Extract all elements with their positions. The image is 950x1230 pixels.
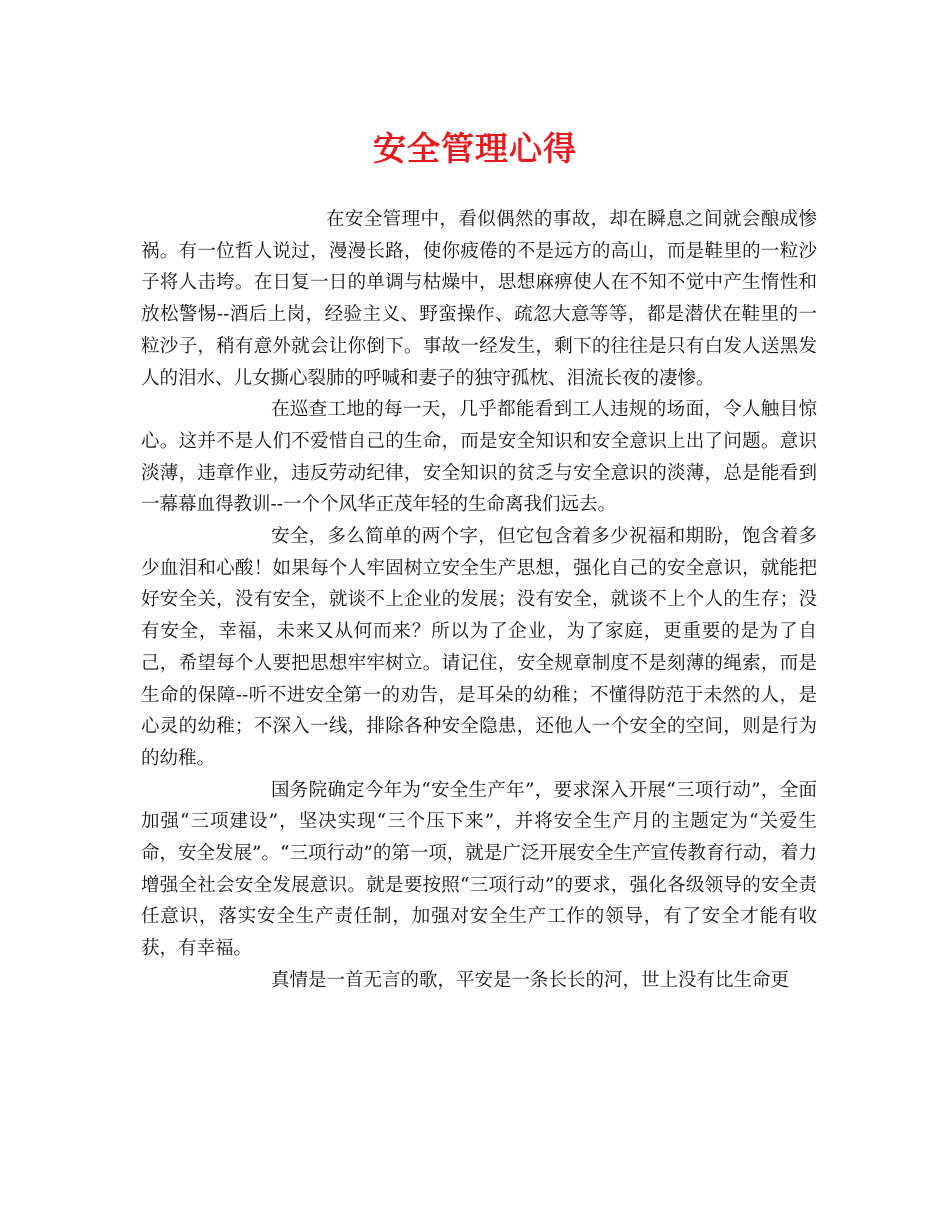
paragraph-1: 在安全管理中，看似偶然的事故，却在瞬息之间就会酿成惨祸。有一位哲人说过，漫漫长路，使你疲倦的不是远方的高山，而是鞋里的一粒沙子将人击垮。在日复一日的单调与枯燥中，思想麻痹使人在不知不觉中产生惰性和放松警惕--酒后上岗，经验主义、野蛮操作、疏忽大意等等，都是潜伏在鞋里的一粒沙子，稍有意外就会让你倒下。事故一经发生，剩下的往往是只有白发人送黑发人的泪水、儿女撕心裂肺的呼喊和妻子的独守孤枕、泪流长夜的凄惨。 xyxy=(141,209,817,389)
document-body xyxy=(141,204,817,997)
paragraph-3: 安全，多么简单的两个字，但它包含着多少祝福和期盼，饱含着多少血泪和心酸！如果每个人牢固树立安全生产思想，强化自己的安全意识，就能把好安全关，没有安全，就谈不上企业的发展；没有安全，就谈不上个人的生存；没有安全，幸福，未来又从何而来？所以为了企业，为了家庭，更重要的是为了自己，希望每个人要把思想牢牢树立。请记住，安全规章制度不是刻薄的绳索，而是生命的保障--听不进安全第一的劝告，是耳朵的幼稚；不懂得防范于未然的人，是心灵的幼稚；不深入一线，排除各种安全隐患，还他人一个安全的空间，则是行为的幼稚。 xyxy=(141,526,817,769)
paragraph-5: 真情是一首无言的歌，平安是一条长长的河，世上没有比生命更 xyxy=(271,969,790,991)
document-title: 安全管理心得 xyxy=(373,129,577,168)
paragraph-2: 在巡查工地的每一天，几乎都能看到工人违规的场面，令人触目惊心。这并不是人们不爱惜自己的生命，而是安全知识和安全意识上出了问题。意识淡薄，违章作业，违反劳动纪律，安全知识的贫乏与安全意识的淡薄，总是能看到一幕幕血得教训--一个个风华正茂年轻的生命离我们远去。 xyxy=(141,399,817,516)
paragraph-4: 国务院确定今年为“安全生产年”，要求深入开展“三项行动”，全面加强“三项建设”，坚决实现“三个压下来”，并将安全生产月的主题定为“关爱生命，安全发展”。“三项行动”的第一项，就是广泛开展安全生产宣传教育行动，着力增强全社会安全发展意识。就是要按照“三项行动”的要求，强化各级领导的安全责任意识，落实安全生产责任制，加强对安全生产工作的领导，有了安全才能有收获，有幸福。 xyxy=(141,779,817,960)
